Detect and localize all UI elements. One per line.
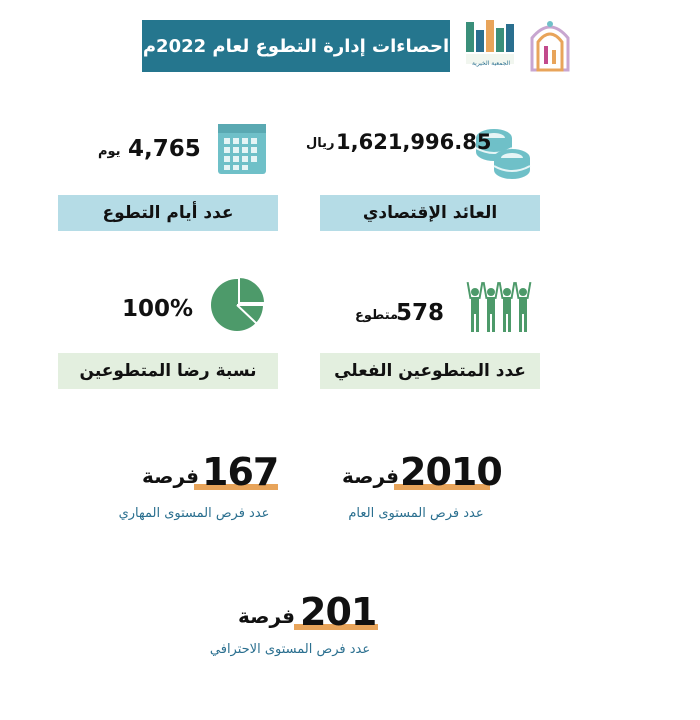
general-value: 2010 <box>400 450 502 494</box>
economic-unit: ريال <box>306 136 335 151</box>
professional-caption: عدد فرص المستوى الاحترافي <box>209 642 371 657</box>
pie-chart-icon <box>208 274 268 334</box>
page-title: احصاءات إدارة التطوع لعام 2022م <box>142 20 450 72</box>
skill-value: 167 <box>202 450 279 494</box>
calendar-icon <box>218 124 266 174</box>
volunteers-label: عدد المتطوعين الفعلي <box>320 353 540 389</box>
opportunity-professional <box>200 590 390 670</box>
volunteers-unit: متطوع <box>355 308 399 323</box>
association-logo <box>462 16 520 72</box>
professional-value: 201 <box>300 590 377 634</box>
economic-value: 1,621,996.85 <box>336 130 492 154</box>
logo-caption: الجمعية الخيرية <box>471 60 511 67</box>
economic-label: العائد الإقتصادي <box>320 195 540 231</box>
satisfaction-label: نسبة رضا المتطوعين <box>58 353 278 389</box>
days-label: عدد أيام التطوع <box>58 195 278 231</box>
general-unit: فرصة <box>342 464 399 488</box>
skill-caption: عدد فرص المستوى المهاري <box>118 506 270 521</box>
satisfaction-value: 100% <box>122 296 194 322</box>
opportunity-general <box>336 450 506 530</box>
skill-unit: فرصة <box>142 464 199 488</box>
stat-satisfaction <box>58 278 280 393</box>
opportunity-skill <box>110 450 280 530</box>
mosque-logo-icon <box>528 16 572 74</box>
stat-days <box>58 120 280 230</box>
volunteers-value: 578 <box>396 300 445 326</box>
people-icon <box>466 278 532 334</box>
stat-volunteers <box>300 278 540 393</box>
days-unit: يوم <box>98 144 121 159</box>
general-caption: عدد فرص المستوى العام <box>348 506 484 521</box>
professional-unit: فرصة <box>238 604 295 628</box>
logo-emblem <box>528 16 572 74</box>
days-value: 4,765 <box>128 136 201 162</box>
stat-economic <box>300 120 540 230</box>
